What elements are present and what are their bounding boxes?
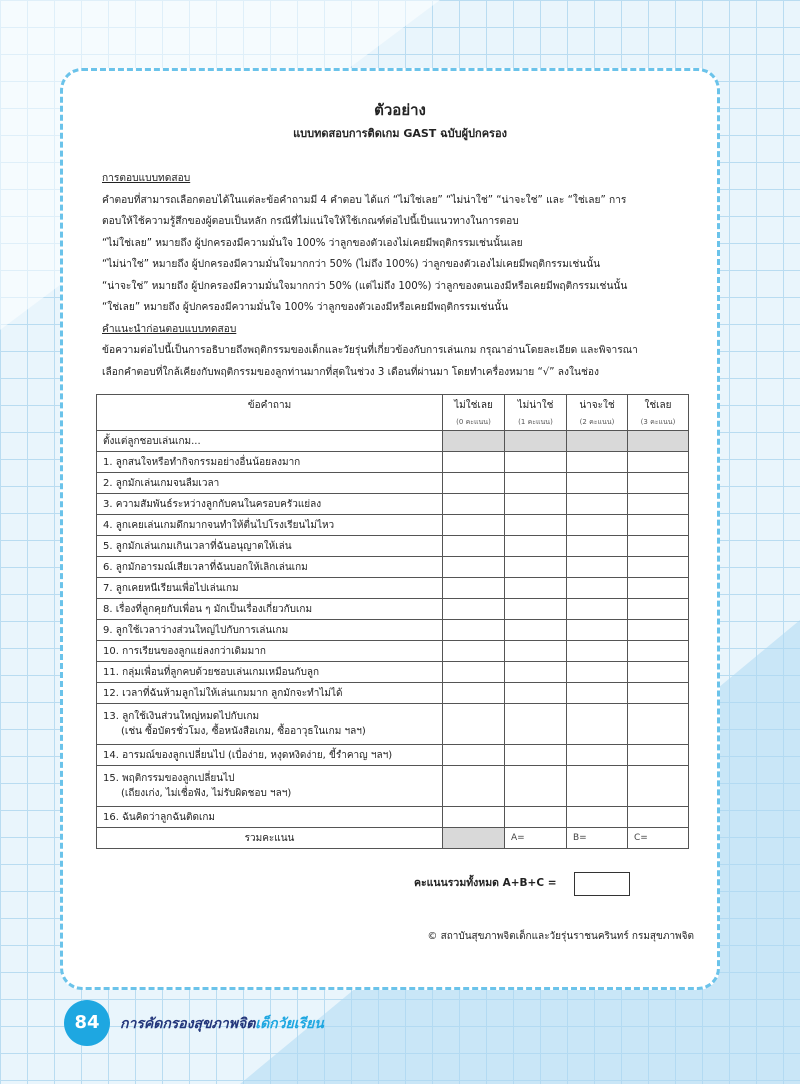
question-text: 2. ลูกมักเล่นเกมจนลืมเวลา [97, 473, 443, 494]
question-text: 3. ความสัมพันธ์ระหว่างลูกกับคนในครอบครัวแย่ลง [97, 494, 443, 515]
answer-cell[interactable] [628, 515, 689, 536]
answer-cell[interactable] [567, 515, 628, 536]
table-row [97, 578, 689, 599]
total-c: C= [628, 828, 689, 849]
answer-cell[interactable] [443, 536, 505, 557]
answer-cell[interactable] [628, 473, 689, 494]
grand-total-box[interactable] [574, 872, 630, 896]
answer-cell[interactable] [567, 494, 628, 515]
answer-cell[interactable] [628, 620, 689, 641]
instruction-line: “น่าจะใช่” หมายถึง ผู้ปกครองมีความมั่นใจมากกว่า 50% (แต่ไม่ถึง 100%) ว่าลูกของตนเองมีหรือเคยมีพฤติกรรมเช่นนั้น [102, 280, 628, 292]
table-row [97, 494, 689, 515]
answer-cell[interactable] [567, 704, 628, 745]
answer-cell[interactable] [567, 536, 628, 557]
instruction-line: “ไม่ใช่เลย” หมายถึง ผู้ปกครองมีความมั่นใจ 100% ว่าลูกของตัวเองไม่เคยมีพฤติกรรมเช่นนั้นเลย [102, 237, 523, 249]
answer-cell[interactable] [505, 662, 567, 683]
answer-cell[interactable] [567, 578, 628, 599]
answer-cell[interactable] [628, 662, 689, 683]
intro-row [97, 431, 689, 452]
answer-cell[interactable] [443, 578, 505, 599]
advice-line: เลือกคำตอบที่ใกล้เคียงกับพฤติกรรมของลูกท่านมากที่สุดในช่วง 3 เดือนที่ผ่านมา โดยทำเครื่องหมาย “√” ลงในช่อง [102, 366, 599, 378]
question-text: 9. ลูกใช้เวลาว่างส่วนใหญ่ไปกับการเล่นเกม [97, 620, 443, 641]
question-text: 6. ลูกมักอารมณ์เสียเวลาที่ฉันบอกให้เลิกเล่นเกม [97, 557, 443, 578]
answer-header-unlikely: ไม่น่าใช่ (1 คะแนน) [505, 395, 567, 431]
table-row [97, 452, 689, 473]
answer-cell[interactable] [505, 557, 567, 578]
answer-cell[interactable] [443, 704, 505, 745]
table-row [97, 641, 689, 662]
answer-cell[interactable] [628, 599, 689, 620]
answer-cell[interactable] [567, 599, 628, 620]
answer-cell[interactable] [628, 641, 689, 662]
answer-cell[interactable] [567, 662, 628, 683]
table-row [97, 662, 689, 683]
question-text: 13. ลูกใช้เงินส่วนใหญ่หมดไปกับเกม (เช่น ซื้อบัตรชั่วโมง, ซื้อหนังสือเกม, ซื้ออาวุธในเกม ฯลฯ) [97, 704, 443, 745]
table-row [97, 683, 689, 704]
answer-cell[interactable] [567, 452, 628, 473]
instructions-heading: การตอบแบบทดสอบ [102, 173, 191, 184]
instructions [102, 168, 698, 383]
question-text: 16. ฉันคิดว่าลูกฉันติดเกม [97, 807, 443, 828]
answer-cell[interactable] [628, 578, 689, 599]
table-row [97, 745, 689, 766]
answer-cell[interactable] [443, 557, 505, 578]
answer-cell[interactable] [628, 536, 689, 557]
table-row [97, 473, 689, 494]
answer-cell[interactable] [505, 494, 567, 515]
answer-cell[interactable] [505, 578, 567, 599]
answer-cell[interactable] [567, 766, 628, 807]
answer-cell[interactable] [505, 599, 567, 620]
answer-header-likely: น่าจะใช่ (2 คะแนน) [567, 395, 628, 431]
answer-cell[interactable] [505, 704, 567, 745]
grand-total-label: คะแนนรวมทั้งหมด A+B+C = [414, 877, 557, 889]
answer-cell[interactable] [443, 662, 505, 683]
intro-text: ตั้งแต่ลูกชอบเล่นเกม... [97, 431, 443, 452]
answer-cell[interactable] [628, 557, 689, 578]
answer-cell[interactable] [443, 641, 505, 662]
table-row [97, 515, 689, 536]
answer-cell[interactable] [505, 515, 567, 536]
answer-cell[interactable] [567, 620, 628, 641]
answer-cell[interactable] [628, 704, 689, 745]
answer-cell[interactable] [505, 641, 567, 662]
answer-cell[interactable] [443, 599, 505, 620]
answer-cell[interactable] [443, 620, 505, 641]
question-text: 5. ลูกมักเล่นเกมเกินเวลาที่ฉันอนุญาตให้เล่น [97, 536, 443, 557]
question-text: 7. ลูกเคยหนีเรียนเพื่อไปเล่นเกม [97, 578, 443, 599]
question-text: 12. เวลาที่ฉันห้ามลูกไม่ให้เล่นเกมมาก ลูกมักจะทำไม่ได้ [97, 683, 443, 704]
advice-line: ข้อความต่อไปนี้เป็นการอธิบายถึงพฤติกรรมของเด็กและวัยรุ่นที่เกี่ยวข้องกับการเล่นเกม กรุณาอ่านโดยละเอียด และพิจารณา [102, 345, 638, 356]
table-row [97, 704, 689, 745]
question-text: 1. ลูกสนใจหรือทำกิจกรรมอย่างอื่นน้อยลงมาก [97, 452, 443, 473]
answer-cell[interactable] [567, 557, 628, 578]
answer-cell[interactable] [505, 807, 567, 828]
answer-cell[interactable] [443, 807, 505, 828]
answer-cell[interactable] [505, 620, 567, 641]
answer-cell[interactable] [443, 473, 505, 494]
question-text: 15. พฤติกรรมของลูกเปลี่ยนไป (เถียงเก่ง, ไม่เชื่อฟัง, ไม่รับผิดชอบ ฯลฯ) [97, 766, 443, 807]
answer-cell[interactable] [443, 494, 505, 515]
answer-cell[interactable] [505, 536, 567, 557]
total-row [97, 828, 689, 849]
answer-cell[interactable] [567, 473, 628, 494]
answer-cell[interactable] [505, 683, 567, 704]
answer-cell[interactable] [443, 766, 505, 807]
question-column-header: ข้อคำถาม [97, 395, 443, 431]
table-row [97, 766, 689, 807]
answer-cell[interactable] [628, 683, 689, 704]
answer-cell[interactable] [567, 683, 628, 704]
total-label: รวมคะแนน [97, 828, 443, 849]
question-text: 11. กลุ่มเพื่อนที่ลูกคบด้วยชอบเล่นเกมเหมือนกับลูก [97, 662, 443, 683]
answer-cell[interactable] [443, 683, 505, 704]
table-row [97, 536, 689, 557]
table-row [97, 599, 689, 620]
answer-cell[interactable] [505, 745, 567, 766]
answer-header-no: ไม่ใช่เลย (0 คะแนน) [443, 395, 505, 431]
answer-cell[interactable] [628, 745, 689, 766]
copyright: © สถาบันสุขภาพจิตเด็กและวัยรุ่นราชนครินทร์ กรมสุขภาพจิต [427, 931, 694, 942]
table-row [97, 557, 689, 578]
question-text: 8. เรื่องที่ลูกคุยกับเพื่อน ๆ มักเป็นเรื่องเกี่ยวกับเกม [97, 599, 443, 620]
answer-cell[interactable] [628, 766, 689, 807]
question-text: 10. การเรียนของลูกแย่ลงกว่าเดิมมาก [97, 641, 443, 662]
answer-cell[interactable] [443, 452, 505, 473]
total-a: A= [505, 828, 567, 849]
answer-cell[interactable] [628, 494, 689, 515]
answer-header-yes: ใช่เลย (3 คะแนน) [628, 395, 689, 431]
advice-heading: คำแนะนำก่อนตอบแบบทดสอบ [102, 323, 237, 335]
table-row [97, 620, 689, 641]
answer-cell[interactable] [567, 745, 628, 766]
total-b: B= [567, 828, 628, 849]
page-subtitle: แบบทดสอบการติดเกม GAST ฉบับผู้ปกครอง [293, 127, 507, 140]
answer-cell[interactable] [567, 641, 628, 662]
question-text: 14. อารมณ์ของลูกเปลี่ยนไป (เบื่อง่าย, หงุดหงิดง่าย, ขี้รำคาญ ฯลฯ) [97, 745, 443, 766]
answer-cell[interactable] [628, 452, 689, 473]
instruction-line: “ไม่น่าใช่” หมายถึง ผู้ปกครองมีความมั่นใจมากกว่า 50% (ไม่ถึง 100%) ว่าลูกของตัวเองไม่เคยมีพฤติกรรมเช่นนั้น [102, 259, 601, 270]
answer-cell[interactable] [628, 807, 689, 828]
instruction-line: ตอบให้ใช้ความรู้สึกของผู้ตอบเป็นหลัก กรณีที่ไม่แน่ใจให้ใช้เกณฑ์ต่อไปนี้เป็นแนวทางในการตอบ [102, 216, 519, 227]
answer-cell[interactable] [443, 745, 505, 766]
page-title: ตัวอย่าง [374, 101, 426, 119]
footer-title: การคัดกรองสุขภาพจิตเด็กวัยเรียน [120, 1016, 324, 1032]
answer-cell[interactable] [505, 766, 567, 807]
answer-cell[interactable] [443, 515, 505, 536]
instruction-line: “ใช่เลย” หมายถึง ผู้ปกครองมีความมั่นใจ 100% ว่าลูกของตัวเองมีหรือเคยมีพฤติกรรมเช่นนั้น [102, 302, 509, 313]
page-number: 84 [64, 1000, 110, 1046]
answer-cell[interactable] [505, 473, 567, 494]
answer-cell[interactable] [567, 807, 628, 828]
instruction-line: คำตอบที่สามารถเลือกตอบได้ในแต่ละข้อคำถามมี 4 คำตอบ ได้แก่ “ไม่ใช่เลย” “ไม่น่าใช่” “น่าจะใช่” และ “ใช่เลย” การ [102, 194, 627, 206]
answer-cell[interactable] [505, 452, 567, 473]
questionnaire-table [96, 394, 689, 849]
question-text: 4. ลูกเคยเล่นเกมดึกมากจนทำให้ตื่นไปโรงเรียนไม่ไหว [97, 515, 443, 536]
table-row [97, 807, 689, 828]
